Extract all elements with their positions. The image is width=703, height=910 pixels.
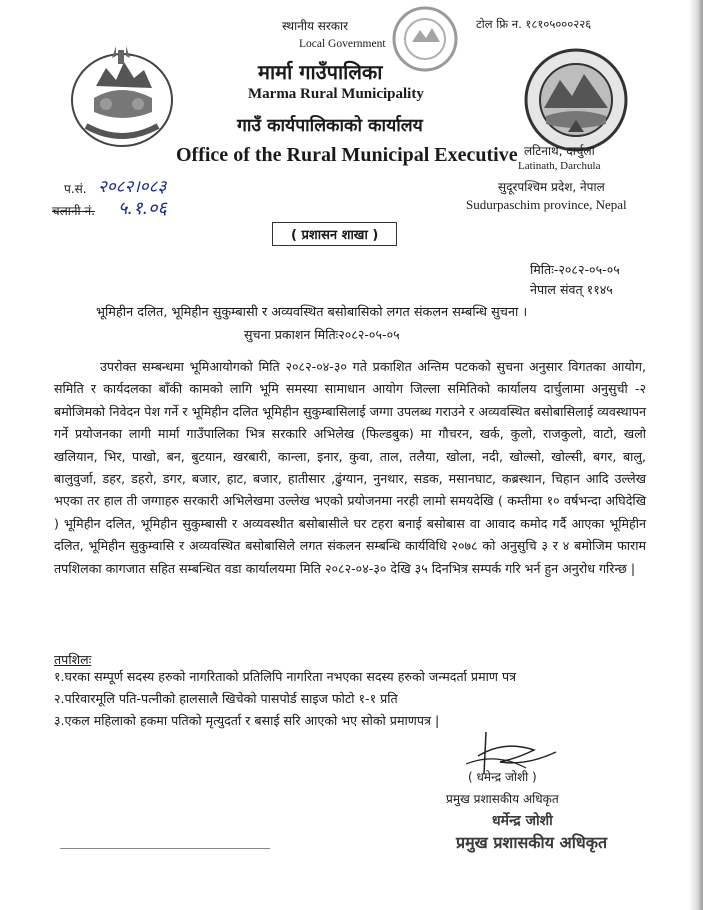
stamp-name: धर्मेन्द्र जोशी (492, 813, 553, 829)
branch-label: ( प्रशासन शाखा ) (272, 222, 397, 246)
municipality-name-en: Marma Rural Municipality (248, 86, 424, 102)
chalani-value: ५.१.०६ (118, 198, 167, 219)
local-gov-en: Local Government (299, 38, 386, 50)
toll-free-number: टोल फ्रि न. १८१०५०००२२६ (476, 17, 592, 31)
footer-rule (60, 848, 270, 849)
date-line: मितिः-२०८२-०५-०५ (530, 262, 620, 277)
signatory-designation: प्रमुख प्रशासकीय अधिकृत (446, 792, 559, 806)
chalani-label: चलानी नं. (52, 204, 95, 218)
publication-date: सुचना प्रकाशन मितिः२०८२-०५-०५ (244, 327, 400, 342)
nepal-emblem-logo (66, 42, 178, 150)
annex-item: २.परिवारमूलि पति-पत्नीको हालसालै खिचेको पासपोर्ड साइज फोटो १-१ प्रति (54, 691, 398, 706)
municipality-logo (522, 46, 630, 154)
local-gov-np: स्थानीय सरकार (282, 19, 348, 33)
office-stamp (390, 4, 460, 74)
nepal-sambat-date: नेपाल संवत् ११४५ (530, 282, 613, 297)
annex-heading: तपशिलः (54, 652, 92, 667)
location-en: Latinath, Darchula (518, 160, 601, 172)
notice-body: उपरोक्त सम्बन्धमा भूमिआयोगको मिति २०८२-०४-३० गते प्रकाशित अन्तिम पटकको सुचना अनुसार विगतका आयोग, समिति र कार्यदलका बाँकी कामको लागि भूमि समस्या सामाधान आयोग जिल्ला समितिको कार्यालय दार्चुलामा अनुसुची -२ बमोजिमको निवेदन पेश गर्ने र भूमिहीन दलित भूमिहीन सुकुम्बासिलाई जग्गा उपलब्ध गराउने र अव्यवस्थित बसोबासिलाई व्यवस्थापन गर्ने प्रयोजनका लागी मार्मा गाउँपालिका भित्र सरकारि अभिलेख (फिल्डबुक) मा गौचरन, खर्क, कुलो, राजकुलो, वाटो, खलो खलियान, भिर, पाखो, बन, बुटयान, खरबारी, कान्ला, इनार, कुवा, ताल, तलैया, खोला, नदी, खोल्सो, खोल्सी, बगर, बालु, बालुवुर्जा, डहर, डहरो, डगर, बजार, हाट, बजार, हातीसार ,ढुंग्यान, नुनथार, सडक, मसानघाट, कब्रस्थान, चिहान आदि उल्लेख भएका तर हाल ती जग्गाहरु सरकारी अभिलेखमा उल्लेख भएको प्रयोजनमा नरही लामो समयदेखि ( कम्तीमा १० वर्षभन्दा अघिदेखि ) भूमिहीन दलित, भूमिहीन सुकुम्बासी र अव्यवस्थीत बसोबासीले घर टहरा बनाई बसोबास वा आवाद कमोद गर्दै आएका भूमिहीन दलित, भूमिहीन सुकुम्वासि र अव्यवस्थित बसोबासिले लगत संकलन सम्बन्धि कार्यविधि २०७८ को अनुसुचि ३ र ४ बमोजिम फाराम तपशिलका कागजात सहित सम्बन्धित वडा कार्यालयमा मिति २०८२-०४-३० देखि ३५ दिनभित्र सम्पर्क गरि भर्न हुन अनुरोध गरिन्छ | (54, 359, 646, 576)
signatory-name: ( धमेन्द्र जोशी ) (468, 770, 537, 784)
office-name-np: गाउँ कार्यपालिकाको कार्यालय (237, 116, 423, 136)
stamp-designation: प्रमुख प्रशासकीय अधिकृत (456, 833, 608, 852)
province-np: सुदूरपश्चिम प्रदेश, नेपाल (498, 180, 605, 194)
location-np: लटिनाथ, दार्चुला (524, 144, 595, 158)
subject-line: भूमिहीन दलित, भूमिहीन सुकुम्बासी र अव्यवस्थित बसोबासिको लगत संकलन सम्बन्धि सुचना । (96, 305, 528, 320)
office-name-en: Office of the Rural Municipal Executive (176, 144, 518, 166)
province-en: Sudurpaschim province, Nepal (466, 197, 627, 212)
scan-edge-shadow (689, 0, 703, 910)
ps-value: २०८२।०८३ (98, 177, 167, 197)
annex-item: ३.एकल महिलाको हकमा पतिको मृत्युदर्ता र बसाई सरि आएको भए सोको प्रमाणपत्र | (54, 713, 440, 728)
ps-label: प.सं. (64, 182, 87, 196)
annex-item: १.घरका सम्पूर्ण सदस्य हरुको नागरिताको प्रतिलिपि नागरिता नभएका सदस्य हरुको जन्मदर्ता प्रमाण पत्र (54, 669, 517, 684)
municipality-name-np: मार्मा गाउँपालिका (258, 60, 383, 84)
